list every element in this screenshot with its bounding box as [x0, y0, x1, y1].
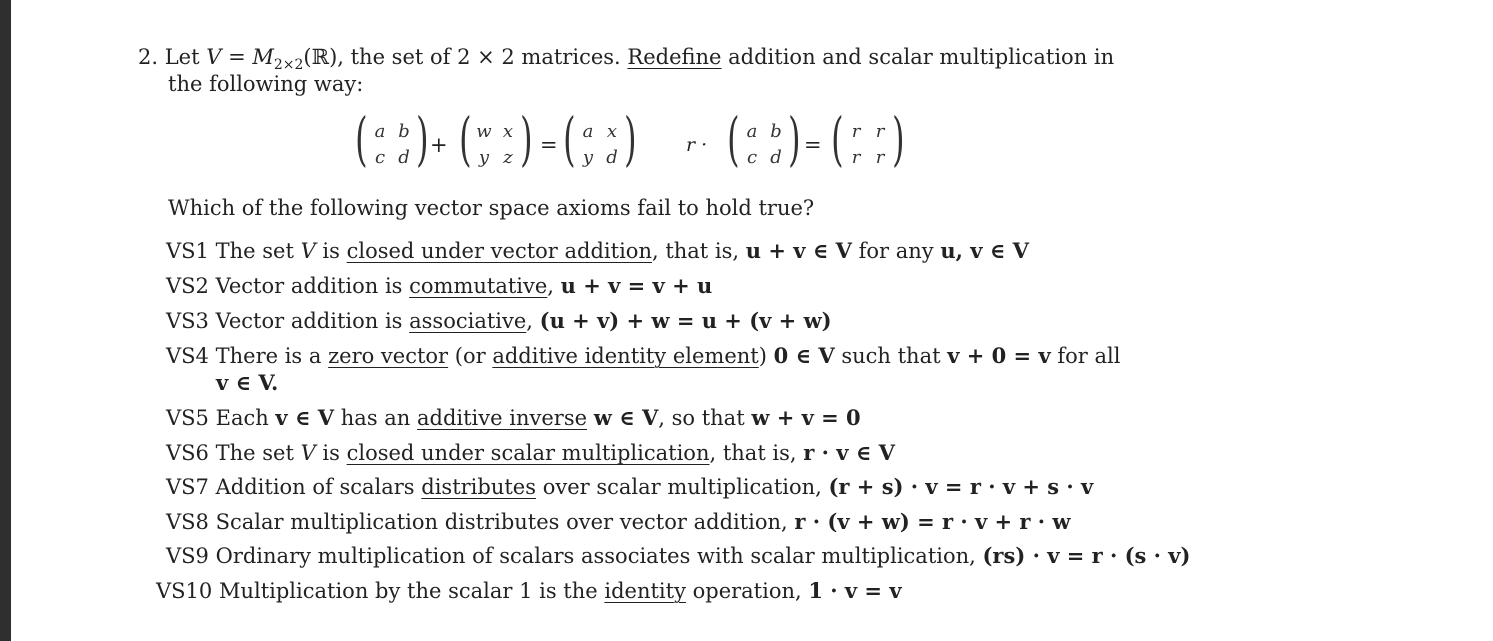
- plus-sign: +: [430, 133, 448, 157]
- matrix-abcd: ( ) a b c d: [355, 105, 429, 173]
- intro-eq: =: [221, 45, 253, 69]
- equals-sign-2: =: [804, 133, 822, 157]
- matrix-abcd-2: ( ) a b c d: [727, 105, 801, 173]
- axiom-label: VS8: [166, 510, 209, 534]
- axiom-vs1: VS1 The set V is closed under vector addition, that is, u + v ∈ V for any u, v ∈ V: [166, 238, 1029, 263]
- matrix-axyd: ( ) a x y d: [563, 105, 637, 173]
- problem-number: 2.: [138, 45, 159, 69]
- axiom-vs7: VS7 Addition of scalars distributes over scalar multiplication, (r + s) · v = r · v + s · v: [166, 474, 1094, 499]
- problem-intro-line2: the following way:: [168, 72, 364, 96]
- axiom-vs3: VS3 Vector addition is associative, (u + v) + w = u + (v + w): [166, 308, 832, 333]
- matrix-definitions: [352, 105, 912, 174]
- axiom-label: VS10: [156, 579, 213, 603]
- axiom-label: VS4: [166, 344, 209, 368]
- axiom-label: VS9: [166, 544, 209, 568]
- axiom-vs6: VS6 The set V is closed under scalar multiplication, that is, r · v ∈ V: [166, 440, 895, 465]
- matrix-rrrr: ( ) r r r r: [831, 105, 905, 173]
- axiom-vs4: VS4 There is a zero vector (or additive identity element) 0 ∈ V such that v + 0 = v for all: [166, 343, 1121, 368]
- intro-V: V: [206, 45, 222, 69]
- question-text: Which of the following vector space axioms fail to hold true?: [168, 196, 815, 220]
- axiom-vs8: VS8 Scalar multiplication distributes over vector addition, r · (v + w) = r · v + r · w: [166, 509, 1071, 534]
- matrix-wxyz: ( ) w x y z: [459, 105, 533, 173]
- axiom-vs9: VS9 Ordinary multiplication of scalars associates with scalar multiplication, (rs) · v = r · (s · v): [166, 543, 1191, 568]
- intro-sub: 2×2: [273, 57, 304, 74]
- scalar-r: r ·: [686, 134, 708, 156]
- intro-R: (ℝ): [303, 45, 338, 69]
- axiom-vs5: VS5 Each v ∈ V has an additive inverse w ∈ V, so that w + v = 0: [166, 405, 861, 430]
- axiom-label: VS1: [166, 239, 209, 263]
- axiom-vs10: VS10 Multiplication by the scalar 1 is the identity operation, 1 · v = v: [156, 578, 902, 603]
- equals-sign: =: [540, 133, 558, 157]
- axiom-label: VS5: [166, 406, 209, 430]
- axiom-label: VS2: [166, 274, 209, 298]
- axiom-label: VS7: [166, 475, 209, 499]
- axiom-label: VS3: [166, 309, 209, 333]
- axiom-vs2: VS2 Vector addition is commutative, u + v = v + u: [166, 273, 713, 298]
- redefine-underlined: Redefine: [627, 45, 722, 69]
- axiom-vs4-line2: v ∈ V.: [216, 370, 279, 395]
- axiom-label: VS6: [166, 441, 209, 465]
- intro-rest2: addition and scalar multiplication in: [721, 45, 1115, 69]
- intro-rest1: , the set of 2 × 2 matrices.: [337, 45, 628, 69]
- intro-text: Let: [164, 45, 207, 69]
- intro-M: M: [252, 45, 274, 69]
